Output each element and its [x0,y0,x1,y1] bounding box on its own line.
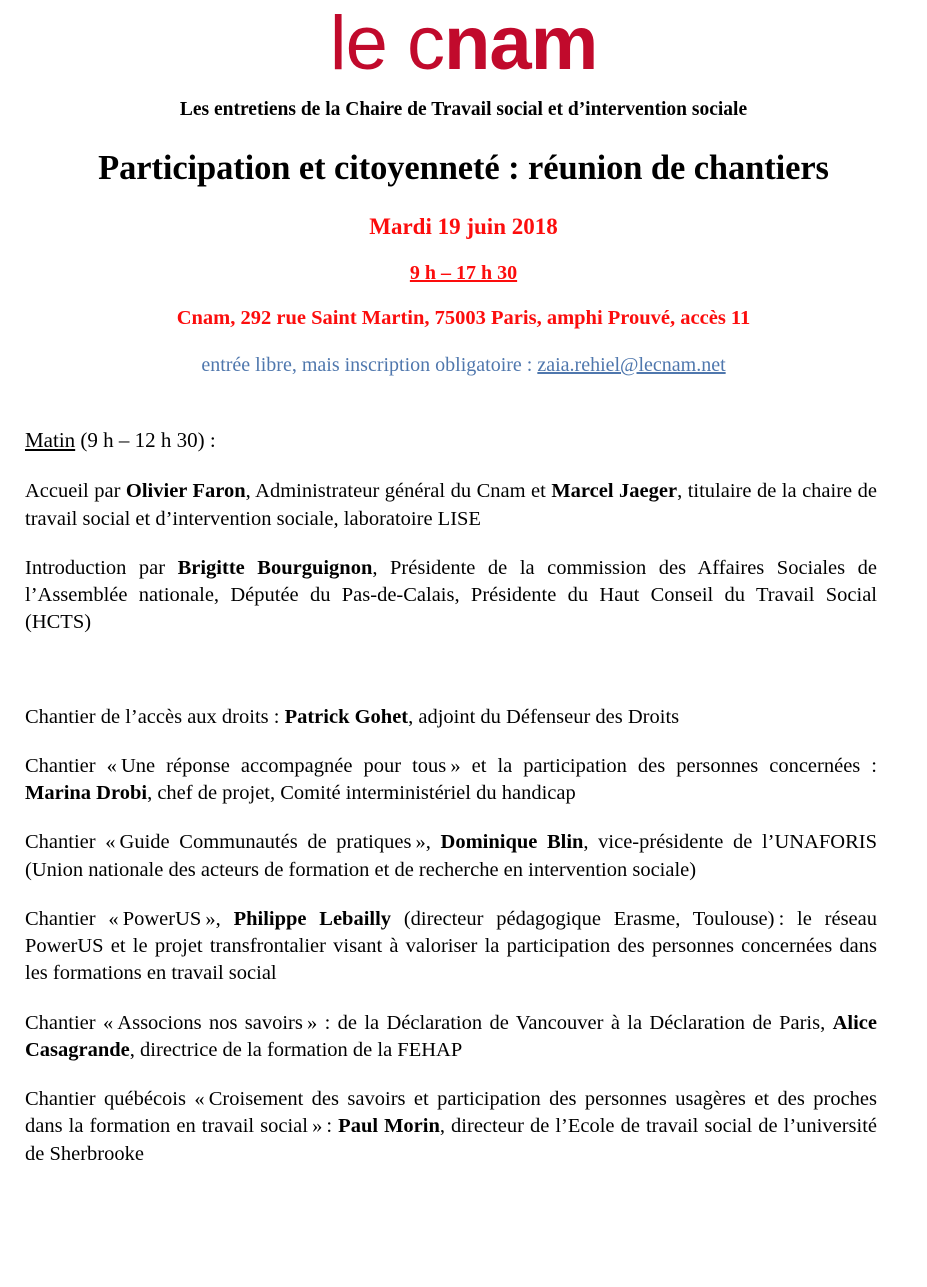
program-item-chantier-guide-communautes [25,829,877,884]
program-item-text: , titulaire de la chaire de travail social et d’intervention sociale, laboratoire LISE [25,480,877,530]
program-item-text: Chantier « Associons nos savoirs » : de la Déclaration de Vancouver à la Déclaration de Paris, [25,1011,833,1034]
event-date: Mardi 19 juin 2018 [369,213,558,239]
cnam-logo-heavy-text: nam [444,1,598,86]
program-item-introduction [25,555,877,637]
program-item-text: Chantier « Une réponse accompagnée pour tous » et la participation des personnes concernées : [25,754,877,777]
program-item-text: Chantier de l’accès aux droits : [25,705,285,728]
program-item-text: Chantier « PowerUS », [25,907,234,930]
speaker-name: Marina Drobi [25,782,148,804]
event-address: Cnam, 292 rue Saint Martin, 75003 Paris, amphi Prouvé, accès 11 [176,307,751,330]
program-section-spacer [25,659,877,704]
cnam-logo-wordmark [329,1,598,86]
program-item-text: , adjoint du Défenseur des Droits [408,705,680,728]
speaker-name: Olivier Faron [125,480,246,503]
session-label: Matin [25,427,76,452]
program-item-text: Introduction par [25,556,178,579]
program-item-chantier-quebecois [25,1086,877,1168]
program-item-chantier-powerus [25,906,877,988]
document-subtitle: Les entretiens de la Chaire de Travail social et d’intervention sociale [179,99,748,120]
program-item-text: , directrice de la formation de la FEHAP [129,1038,463,1061]
program-item-text: Chantier québécois « Croisement des savoirs et participation des personnes usagères et des proches dans la formation en travail social » : [25,1088,877,1138]
program-item-chantier-associons-savoirs [25,1010,877,1065]
speaker-name: Philippe Lebailly [233,907,392,930]
event-hours-text: 9 h – 17 h 30 [409,262,518,285]
program-body [0,377,927,1168]
program-item-text: , Présidente de la commission des Affaires Sociales de l’Assemblée nationale, Députée du Pas-de-Calais, Présidente du Haut Conseil du Travail Social (HCTS) [25,556,877,634]
speaker-name: Alice Casagrande [25,1011,877,1061]
registration-note-text: entrée libre, mais inscription obligatoire : [201,353,538,376]
registration-note [0,353,927,377]
program-item-text: , Administrateur général du Cnam et [245,480,552,503]
program-item-text: Chantier « Guide Communautés de pratiques », [25,831,441,854]
cnam-logo [0,0,927,92]
speaker-name: Dominique Blin [440,831,584,854]
registration-email-link[interactable]: zaia.rehiel@lecnam.net [537,353,726,376]
session-heading [25,427,877,454]
program-item-list [25,478,877,1168]
program-item-text: , vice-présidente de l’UNAFORIS (Union nationale des acteurs de formation et de recherche en intervention sociale) [25,831,877,881]
program-item-chantier-reponse-accompagnee [25,753,877,808]
program-item-text: , directeur de l’Ecole de travail social de l’université de Sherbrooke [25,1115,877,1165]
page-title: Participation et citoyenneté : réunion de chantiers [98,149,829,188]
program-item-text: Accueil par [25,480,126,503]
program-item-text: , chef de projet, Comité interministériel du handicap [147,782,576,804]
speaker-name: Marcel Jaeger [551,480,678,503]
program-item-chantier-acces-droits [25,704,877,731]
speaker-name: Patrick Gohet [284,705,409,728]
speaker-name: Paul Morin [338,1115,440,1138]
cnam-logo-light-text: le c [329,1,444,86]
program-item-accueil [25,478,877,533]
session-time: (9 h – 12 h 30) : [75,427,216,452]
program-item-text: (directeur pédagogique Erasme, Toulouse) : le réseau PowerUS et le projet transfrontalier visant à valoriser la participation des personnes concernées dans les formations en travail social [25,907,877,985]
event-hours [0,261,927,285]
speaker-name: Brigitte Bourguignon [177,556,373,579]
